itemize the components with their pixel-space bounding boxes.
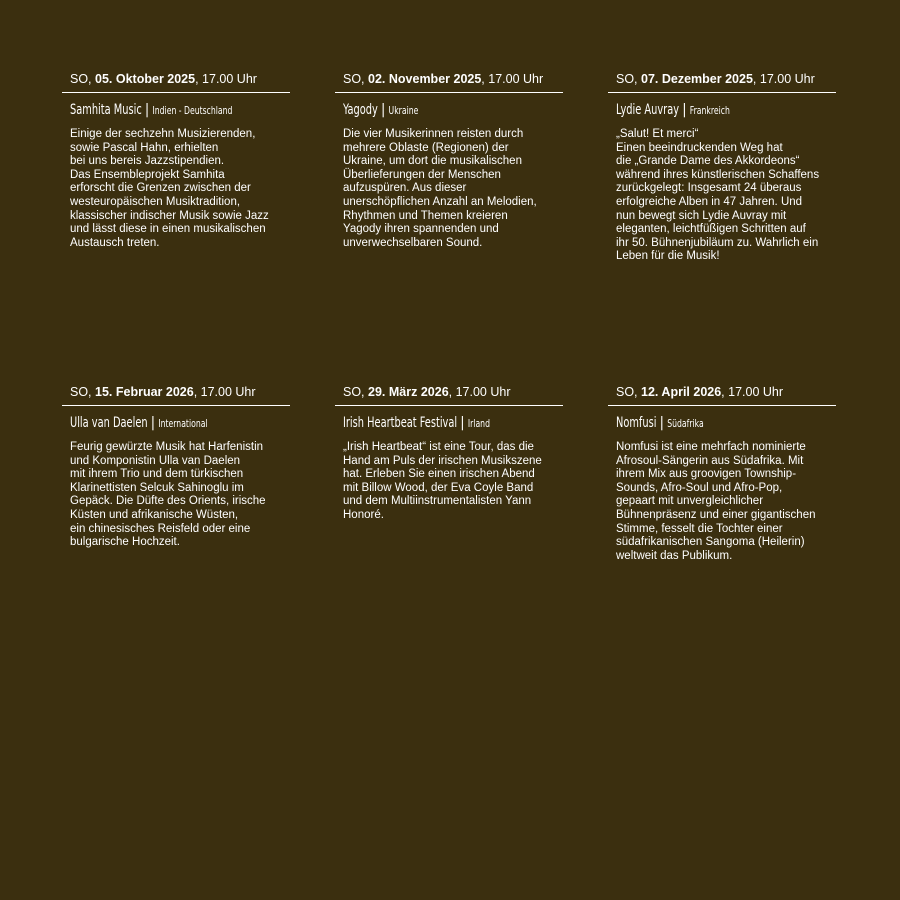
- description-line: weltweit das Publikum.: [616, 549, 733, 562]
- description-line: ihr 50. Bühnenjubiläum zu. Wahrlich ein: [616, 236, 819, 249]
- event-description: [335, 128, 568, 250]
- description-line: „Irish Heartbeat“ ist eine Tour, das die: [343, 441, 534, 453]
- description-line: zurückgelegt: Insgesamt 24 überaus: [616, 182, 802, 195]
- description-line: erfolgreiche Alben in 47 Jahren. Und: [616, 195, 803, 208]
- event-name: Yagody: [343, 102, 378, 118]
- divider: [62, 92, 290, 93]
- event-weekday: SO,: [343, 385, 365, 399]
- description-line: mehrere Oblaste (Regionen) der: [343, 141, 509, 154]
- event-weekday: SO,: [616, 385, 638, 399]
- event-name: Ulla van Daelen: [70, 415, 148, 431]
- description-line: Gepäck. Die Düfte des Orients, irische: [70, 495, 266, 508]
- description-line: bei uns bereis Jazzstipendien.: [70, 155, 225, 168]
- description-line: Nomfusi ist eine mehrfach nominierte: [616, 441, 806, 453]
- event-card: [62, 385, 290, 550]
- description-line: Leben für die Musik!: [616, 250, 720, 263]
- description-line: unerschöpflichen Anzahl an Melodien,: [343, 195, 537, 208]
- divider: [608, 405, 836, 406]
- description-line: bulgarische Hochzeit.: [70, 536, 180, 549]
- title-separator: |: [151, 415, 155, 431]
- description-line: Überlieferungen der Menschen: [343, 168, 501, 181]
- description-line: Stimme, fesselt die Tochter einer: [616, 522, 783, 535]
- event-name: Lydie Auvray: [616, 102, 680, 118]
- description-line: und dem Multiinstrumentalisten Yann: [343, 495, 532, 508]
- event-title: [335, 100, 563, 118]
- description-line: erforscht die Grenzen zwischen der: [70, 182, 251, 195]
- event-card: [62, 72, 290, 250]
- description-line: Küsten und afrikanische Wüsten,: [70, 508, 239, 521]
- event-date-value: 02. November 2025: [368, 72, 482, 86]
- event-weekday: SO,: [616, 72, 638, 86]
- description-line: und lässt diese in einen musikalischen: [70, 223, 266, 236]
- description-line: Das Ensembleprojekt Samhita: [70, 168, 225, 181]
- description-line: Die vier Musikerinnen reisten durch: [343, 128, 524, 140]
- description-line: Ukraine, um dort die musikalischen: [343, 155, 522, 168]
- divider: [335, 92, 563, 93]
- event-date: SO, 05. Oktober 2025, 17.00 Uhr: [70, 72, 257, 86]
- description-line: Einige der sechzehn Musizierenden,: [70, 128, 256, 140]
- description-line: südafrikanischen Sangoma (Heilerin): [616, 536, 805, 549]
- description-line: Feurig gewürzte Musik hat Harfenistin: [70, 441, 264, 453]
- event-date-value: 12. April 2026: [641, 385, 722, 399]
- description-line: Honoré.: [343, 508, 384, 521]
- event-date-value: 07. Dezember 2025: [641, 72, 753, 86]
- description-line: während ihres künstlerischen Schaffens: [616, 168, 820, 181]
- event-time: 17.00 Uhr: [728, 385, 784, 399]
- event-date: SO, 29. März 2026, 17.00 Uhr: [343, 385, 511, 399]
- event-title: [335, 413, 563, 431]
- event-time: 17.00 Uhr: [759, 72, 815, 86]
- event-date: SO, 07. Dezember 2025, 17.00 Uhr: [616, 72, 815, 86]
- event-date-value: 29. März 2026: [368, 385, 449, 399]
- description-line: Afrosoul-Sängerin aus Südafrika. Mit: [616, 454, 804, 467]
- event-weekday: SO,: [70, 385, 92, 399]
- description-line: mit Billow Wood, der Eva Coyle Band: [343, 481, 534, 494]
- event-card: [608, 385, 836, 563]
- divider: [62, 405, 290, 406]
- description-line: Bühnenpräsenz und einer gigantischen: [616, 508, 816, 521]
- event-time: 17.00 Uhr: [200, 385, 256, 399]
- description-line: Rhythmen und Themen kreieren: [343, 209, 508, 222]
- event-card: [335, 72, 563, 250]
- description-line: Einen beeindruckenden Weg hat: [616, 141, 783, 154]
- event-date: SO, 15. Februar 2026, 17.00 Uhr: [70, 385, 256, 399]
- event-date-value: 15. Februar 2026: [95, 385, 194, 399]
- description-line: westeuropäischen Musiktradition,: [70, 195, 241, 208]
- description-line: Klarinettisten Selcuk Sahinoglu im: [70, 481, 244, 494]
- title-separator: |: [460, 415, 465, 431]
- title-separator: |: [381, 102, 385, 118]
- description-line: eleganten, leichtfüßigen Schritten auf: [616, 223, 806, 236]
- description-line: ein chinesisches Reisfeld oder eine: [70, 522, 251, 535]
- event-title: [608, 100, 836, 118]
- event-title: [608, 413, 836, 431]
- event-time: 17.00 Uhr: [488, 72, 544, 86]
- event-description: [335, 441, 568, 523]
- title-separator: |: [145, 102, 149, 118]
- event-weekday: SO,: [343, 72, 365, 86]
- description-line: aufzuspüren. Aus dieser: [343, 182, 467, 195]
- event-time: 17.00 Uhr: [455, 385, 511, 399]
- description-line: sowie Pascal Hahn, erhielten: [70, 141, 219, 154]
- title-separator: |: [660, 415, 664, 431]
- divider: [608, 92, 836, 93]
- event-name: Nomfusi: [616, 415, 657, 431]
- event-origin: Südafrika: [667, 417, 704, 430]
- title-separator: |: [682, 102, 687, 118]
- event-origin: Frankreich: [689, 104, 730, 117]
- description-line: unverwechselbaren Sound.: [343, 236, 483, 249]
- description-line: die „Grande Dame des Akkordeons“: [616, 155, 800, 168]
- description-line: „Salut! Et merci“: [616, 128, 699, 140]
- event-origin: International: [158, 417, 208, 430]
- event-name: Irish Heartbeat Festival: [343, 415, 458, 431]
- event-description: [62, 128, 295, 250]
- event-name: Samhita Music: [70, 102, 142, 118]
- description-line: klassischer indischer Musik sowie Jazz: [70, 209, 269, 222]
- event-card: [608, 72, 836, 264]
- event-origin: Indien - Deutschland: [152, 104, 233, 117]
- event-description: [608, 441, 841, 563]
- description-line: und Komponistin Ulla van Daelen: [70, 454, 241, 467]
- event-description: [62, 441, 295, 550]
- description-line: Yagody ihren spannenden und: [343, 223, 499, 236]
- description-line: hat. Erleben Sie einen irischen Abend: [343, 468, 535, 481]
- event-date-value: 05. Oktober 2025: [95, 72, 196, 86]
- event-card: [335, 385, 563, 523]
- description-line: Sounds, Afro-Soul und Afro-Pop,: [616, 481, 783, 494]
- divider: [335, 405, 563, 406]
- description-line: ihrem Mix aus groovigen Township-: [616, 468, 797, 481]
- event-time: 17.00 Uhr: [202, 72, 257, 86]
- event-origin: Irland: [467, 417, 490, 430]
- description-line: Hand am Puls der irischen Musikszene: [343, 454, 542, 467]
- event-title: [62, 100, 290, 118]
- event-origin: Ukraine: [388, 104, 419, 117]
- event-date: SO, 02. November 2025, 17.00 Uhr: [343, 72, 544, 86]
- description-line: Austausch treten.: [70, 236, 160, 249]
- description-line: mit ihrem Trio und dem türkischen: [70, 468, 244, 481]
- description-line: nun bewegt sich Lydie Auvray mit: [616, 209, 787, 222]
- description-line: gepaart mit unvergleichlicher: [616, 495, 764, 508]
- event-date: SO, 12. April 2026, 17.00 Uhr: [616, 385, 784, 399]
- event-weekday: SO,: [70, 72, 92, 86]
- event-description: [608, 128, 841, 264]
- event-title: [62, 413, 290, 431]
